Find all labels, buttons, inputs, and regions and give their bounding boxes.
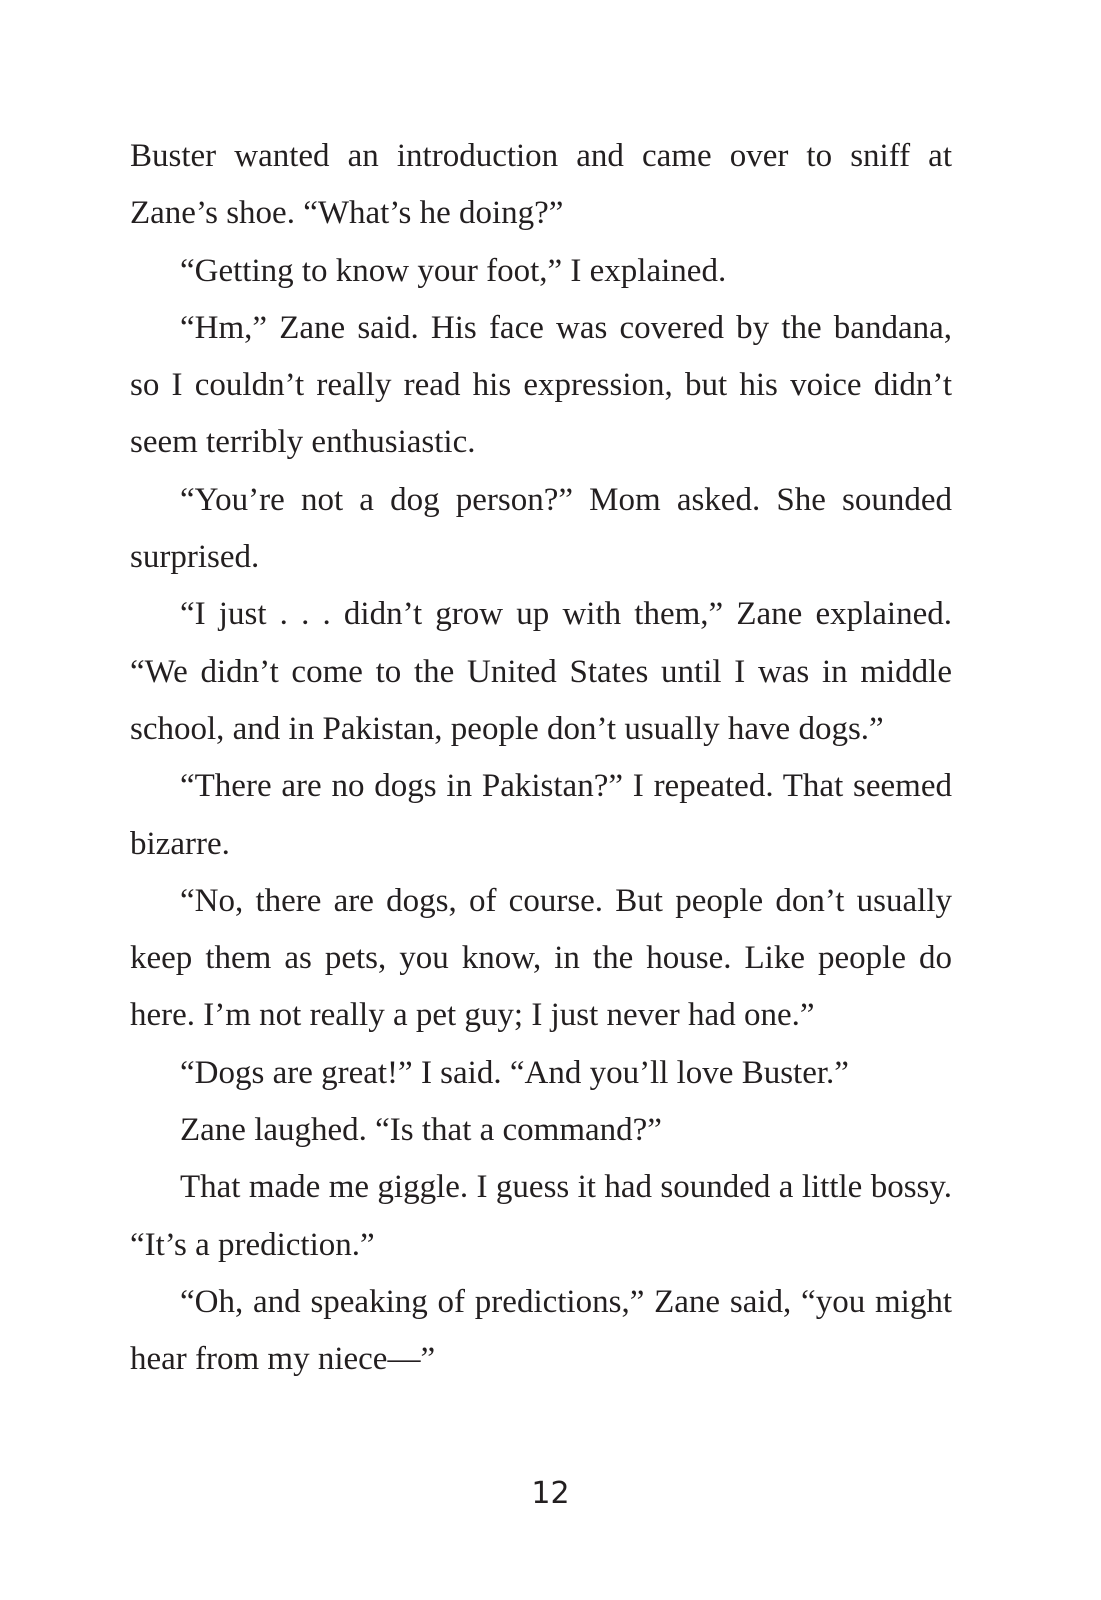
page-number: 12 xyxy=(531,1476,570,1511)
paragraph-11: “Oh, and speaking of predictions,” Zane said, “you might hear from my niece—” xyxy=(130,1283,952,1378)
page-body xyxy=(130,128,952,1389)
paragraph-1: Buster wanted an introduction and came over to sniff at Zane’s shoe. “What’s he doing?” xyxy=(130,138,952,232)
paragraph-6: “There are no dogs in Pakistan?” I repeated. That seemed bizarre. xyxy=(130,768,952,862)
paragraph-3: “Hm,” Zane said. His face was covered by the bandana, so I couldn’t really read his expression, but his voice didn’t seem terribly enthusiastic. xyxy=(130,309,952,461)
paragraph-5: “I just . . . didn’t grow up with them,” Zane explained. “We didn’t come to the United States until I was in middle school, and in Pakistan, people don’t usually have dogs.” xyxy=(130,596,952,747)
paragraph-10: That made me giggle. I guess it had sounded a little bossy. “It’s a prediction.” xyxy=(130,1169,952,1263)
paragraph-8: “Dogs are great!” I said. “And you’ll love Buster.” xyxy=(180,1054,849,1091)
paragraph-9: Zane laughed. “Is that a command?” xyxy=(180,1112,662,1149)
paragraph-4: “You’re not a dog person?” Mom asked. She sounded surprised. xyxy=(130,481,952,576)
paragraph-2: “Getting to know your foot,” I explained. xyxy=(180,252,727,289)
paragraph-7: “No, there are dogs, of course. But people don’t usually keep them as pets, you know, in the house. Like people do here. I’m not really a pet guy; I just never had one.” xyxy=(130,882,952,1034)
